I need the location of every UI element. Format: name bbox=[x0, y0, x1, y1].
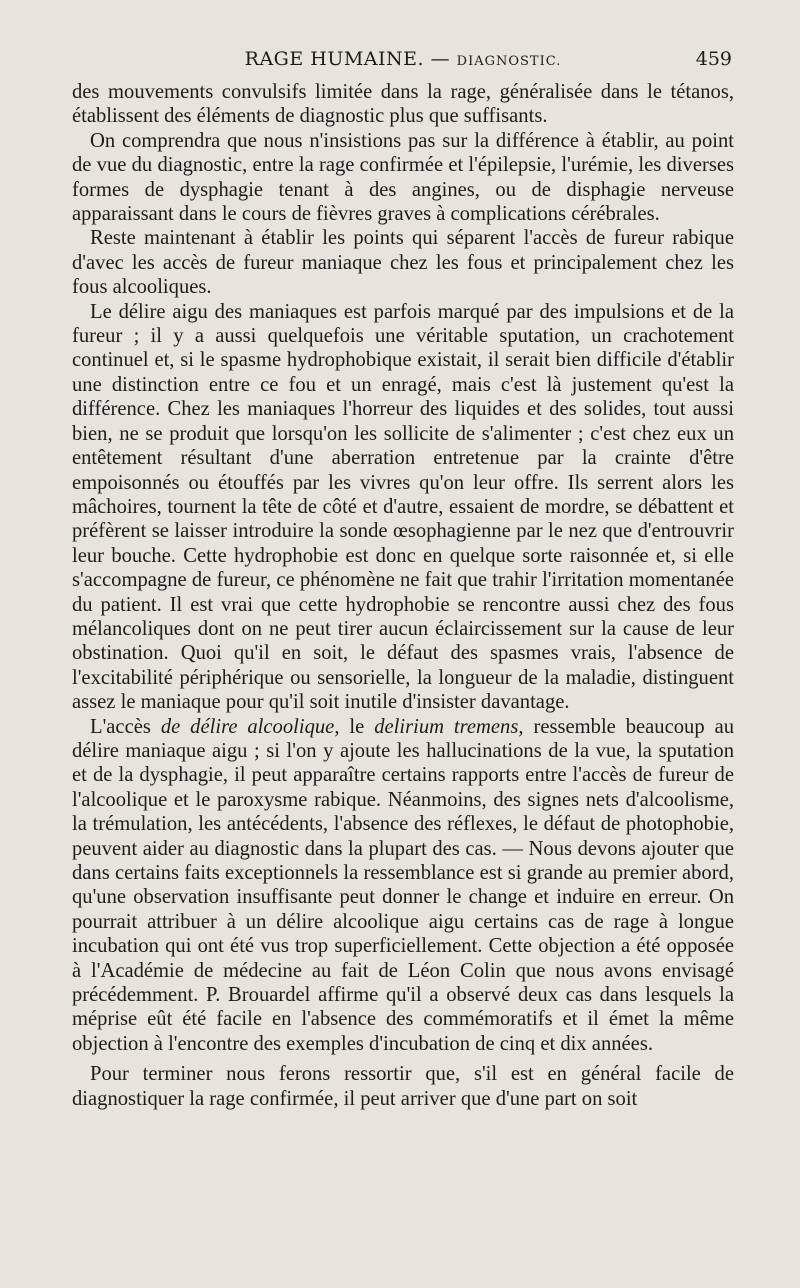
paragraph-continuation: des mouvements convulsifs limitée dans la rage, généralisée dans le tétanos, établissent des éléments de diagnostic plus que suffisants. bbox=[72, 81, 734, 128]
paragraph-mid: , le bbox=[334, 715, 375, 738]
running-head-separator: — bbox=[430, 48, 451, 70]
paragraph-maniac-delirium: Le délire aigu des maniaques est parfois marqué par des impulsions et de la fureur ; il y a aussi quelquefois une véritable sputation, un crachotement continuel et, si le spasme hydrophobique existait, il serait bien difficile d'établir une distinction entre ce fou et un enragé, mais c'est là justement qu'est la différence. Chez les maniaques l'horreur des liquides et des solides, tout aussi bien, ne se produit que lorsqu'on les sollicite de s'alimenter ; c'est chez eux un entêtement résultant d'une aberration entretenue par la crainte d'être empoisonnés ou étouffés par les vivres qu'on leur offre. Ils serrent alors les mâchoires, tournent la tête de côté et d'autre, essaient de mordre, se débattent et préfèrent se laisser introduire la sonde œsophagienne par le nez que d'entrouvrir leur bouche. Cette hydrophobie est donc en quelque sorte raisonnée et, si elle s'accompagne de fureur, ce phénomène ne fait que trahir l'irritation momentanée du patient. Il est vrai que cette hydrophobie se rencontre aussi chez des fous mélancoliques dont on ne peut tirer aucun éclaircissement sur la cause de leur obstination. Quoi qu'il en soit, le défaut des spasmes vrais, l'absence de l'excitabilité périphérique ou sensorielle, la longueur de la maladie, distinguent assez le maniaque pour qu'il soit inutile d'insister davantage. bbox=[72, 300, 734, 714]
paragraph-body: , ressemble beaucoup au délire maniaque aigu ; si l'on y ajoute les hallucinations de la vue, la sputation et de la dysphagie, il peut apparaître certains rapports entre l'accès de fureur de l'alcoolique et le paroxysme rabique. Néanmoins, des signes nets d'alcoolisme, la trémulation, les antécédents, l'absence des réflexes, le défaut de photophobie, peuvent aider au diagnostic dans la plupart des cas. — Nous devons ajouter que dans certains faits exceptionnels la ressemblance est si grande au premier abord, qu'une observation insuffisante peut donner le change et induire en erreur. On pourrait attribuer à un délire alcoolique aigu certains cas de rage à longue incubation qui ont été vus trop superficiellement. Cette objection a été opposée à l'Académie de médecine au fait de Léon Colin que nous avons envisagé précédemment. P. Brouardel affirme qu'il a observé deux cas dans lesquels la méprise eût été facile en l'absence des commémoratifs et il émet la même objection à l'encontre des exemples d'incubation de cinq et dix années. bbox=[72, 715, 735, 1055]
italic-term-delire-alcoolique: de délire alcoolique bbox=[160, 715, 335, 738]
running-head bbox=[72, 44, 734, 76]
paragraph-maniac-fury: Reste maintenant à établir les points qui séparent l'accès de fureur rabique d'avec les accès de fureur maniaque chez les fous et principalement chez les fous alcooliques. bbox=[72, 227, 734, 299]
body-text bbox=[72, 80, 734, 1111]
running-head-section: DIAGNOSTIC. bbox=[456, 54, 562, 69]
paragraph-conclusion: Pour terminer nous ferons ressortir que, s'il est en général facile de diagnostiquer la rage confirmée, il peut arriver que d'une part on soit bbox=[72, 1063, 734, 1110]
italic-term-delirium-tremens: delirium tremens bbox=[374, 715, 519, 738]
paragraph-differential-epilepsy: On comprendra que nous n'insistions pas sur la différence à établir, au point de vue du diagnostic, entre la rage confirmée et l'épilepsie, l'urémie, les diverses formes de dysphagie tenant à des angines, ou de disphagie nerveuse apparaissant dans le cours de fièvres graves à complications cérébrales. bbox=[72, 129, 734, 226]
running-head-title bbox=[72, 48, 734, 70]
running-head-main: RAGE HUMAINE. bbox=[244, 48, 425, 70]
paragraph-alcoholic-delirium bbox=[72, 715, 734, 1057]
page-number: 459 bbox=[695, 48, 732, 70]
paragraph-lead: L'accès bbox=[90, 715, 161, 738]
